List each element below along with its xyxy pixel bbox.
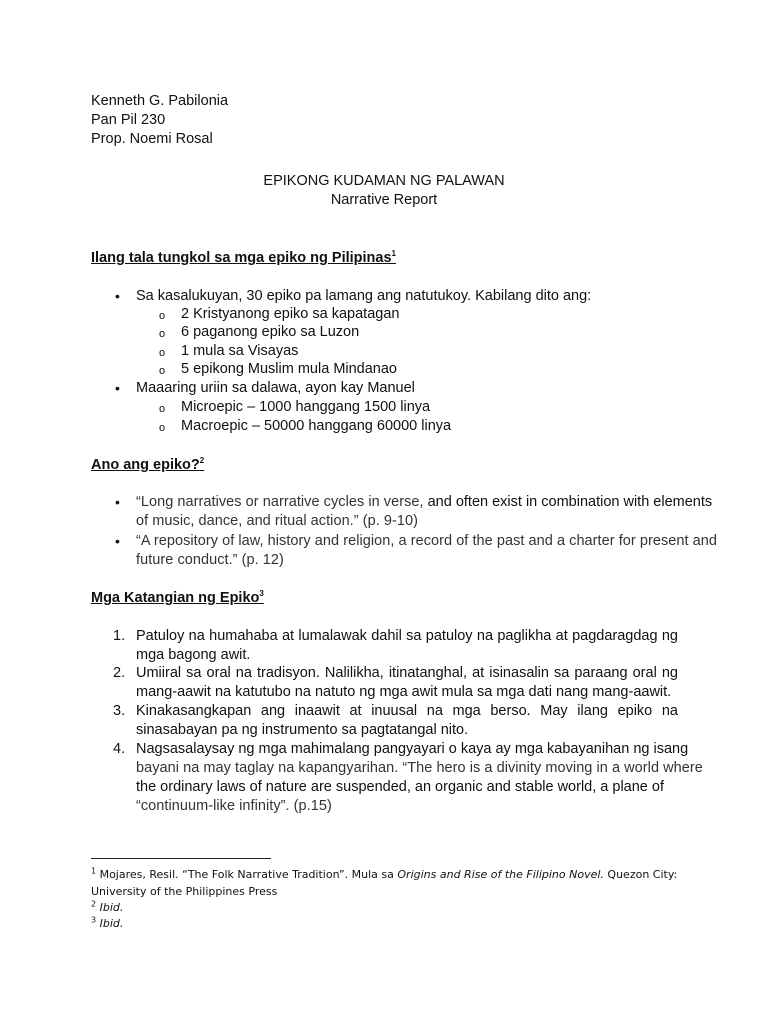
sub-bullet-icon: o: [159, 310, 166, 322]
list-item-line: the ordinary laws of nature are suspended, an organic and stable world, a plane of: [136, 779, 664, 795]
document-title: EPIKONG KUDAMAN NG PALAWAN: [263, 173, 505, 189]
sub-bullet-icon: o: [159, 422, 166, 434]
sub-bullet-icon: o: [159, 328, 166, 340]
footnote-ref-3: 3: [259, 589, 264, 599]
bullet-icon: •: [115, 533, 120, 549]
quote-line: of music, dance, and ritual action.” (p. 9-10): [136, 513, 418, 529]
quote-line: “A repository of law, history and religion, a record of the past and a charter for present and: [136, 533, 717, 549]
sub-bullet-icon: o: [159, 347, 166, 359]
footnote-divider: [91, 858, 271, 859]
professor-name: Prop. Noemi Rosal: [91, 131, 213, 147]
footnote-ref-2: 2: [199, 456, 205, 466]
section-heading-2: Ano ang epiko?$^2$: [91, 456, 205, 473]
bullet-text: Sa kasalukuyan, 30 epiko pa lamang ang natutukoy. Kabilang dito ang:: [136, 288, 592, 304]
list-item: Kinakasangkapan ang inaawit at inuusal na mga berso. May ilang epiko na sinasabayan pa ng instrumento sa pagtatangal nito.: [136, 703, 678, 738]
list-item: Umiiral sa oral na tradisyon. Nalilikha, itinatanghal, at isinasalin sa paraang oral ng mang-aawit na katutubo na natuto ng mga awit mula sa mga dati nang mang-aawit.: [136, 665, 678, 700]
document-subtitle: Narrative Report: [330, 192, 438, 208]
footnote-ref-1: 1: [391, 249, 396, 259]
list-number: 4.: [113, 741, 126, 757]
list-number: 3.: [113, 703, 126, 719]
footnote-2: $^2$ Ibid.: [91, 899, 124, 914]
list-item: Patuloy na humahaba at lumalawak dahil sa patuloy na paglikha at pagdaragdag ng mga bagong awit.: [136, 628, 678, 663]
list-item-line: Nagsasalaysay ng mga mahimalang pangyayari o kaya ay mga kabayanihan ng isang: [136, 741, 689, 757]
footnote-3: $^3$ Ibid.: [91, 915, 124, 930]
sub-bullet-text: Macroepic – 50000 hanggang 60000 linya: [181, 418, 452, 434]
sub-bullet-icon: o: [159, 403, 166, 415]
bullet-text: Maaaring uriin sa dalawa, ayon kay Manuel: [136, 380, 415, 396]
sub-bullet-text: Microepic – 1000 hanggang 1500 linya: [181, 399, 431, 415]
bullet-icon: •: [115, 494, 120, 510]
sub-bullet-text: 5 epikong Muslim mula Mindanao: [181, 361, 397, 377]
quote-line: future conduct.” (p. 12): [136, 552, 284, 568]
sub-bullet-text: 2 Kristyanong epiko sa kapatagan: [181, 306, 400, 322]
sub-bullet-icon: o: [159, 365, 166, 377]
list-item-line: bayani na may taglay na kapangyarihan. “The hero is a divinity moving in a world where: [136, 760, 703, 776]
author-name: Kenneth G. Pabilonia: [91, 93, 229, 109]
bullet-icon: •: [115, 288, 120, 304]
course-code: Pan Pil 230: [91, 112, 166, 128]
sub-bullet-text: 1 mula sa Visayas: [181, 343, 299, 359]
bullet-icon: •: [115, 380, 120, 396]
section-heading-1: Ilang tala tungkol sa mga epiko ng Pilipinas$^1$: [91, 249, 396, 266]
section-heading-3: Mga Katangian ng Epiko$^3$: [91, 589, 264, 606]
sub-bullet-text: 6 paganong epiko sa Luzon: [181, 324, 360, 340]
quote-line: “Long narratives or narrative cycles in verse, and often exist in combination with elements: [136, 494, 713, 510]
list-number: 1.: [113, 628, 126, 644]
footnote-1-line2: University of the Philippines Press: [91, 885, 278, 898]
list-number: 2.: [113, 665, 126, 681]
footnote-1: $^1$ Mojares, Resil. “The Folk Narrative Tradition”. Mula sa Origins and Rise of the Filipino Novel. Quezon City:: [91, 866, 678, 881]
list-item-line: “continuum-like infinity”. (p.15): [136, 798, 332, 814]
